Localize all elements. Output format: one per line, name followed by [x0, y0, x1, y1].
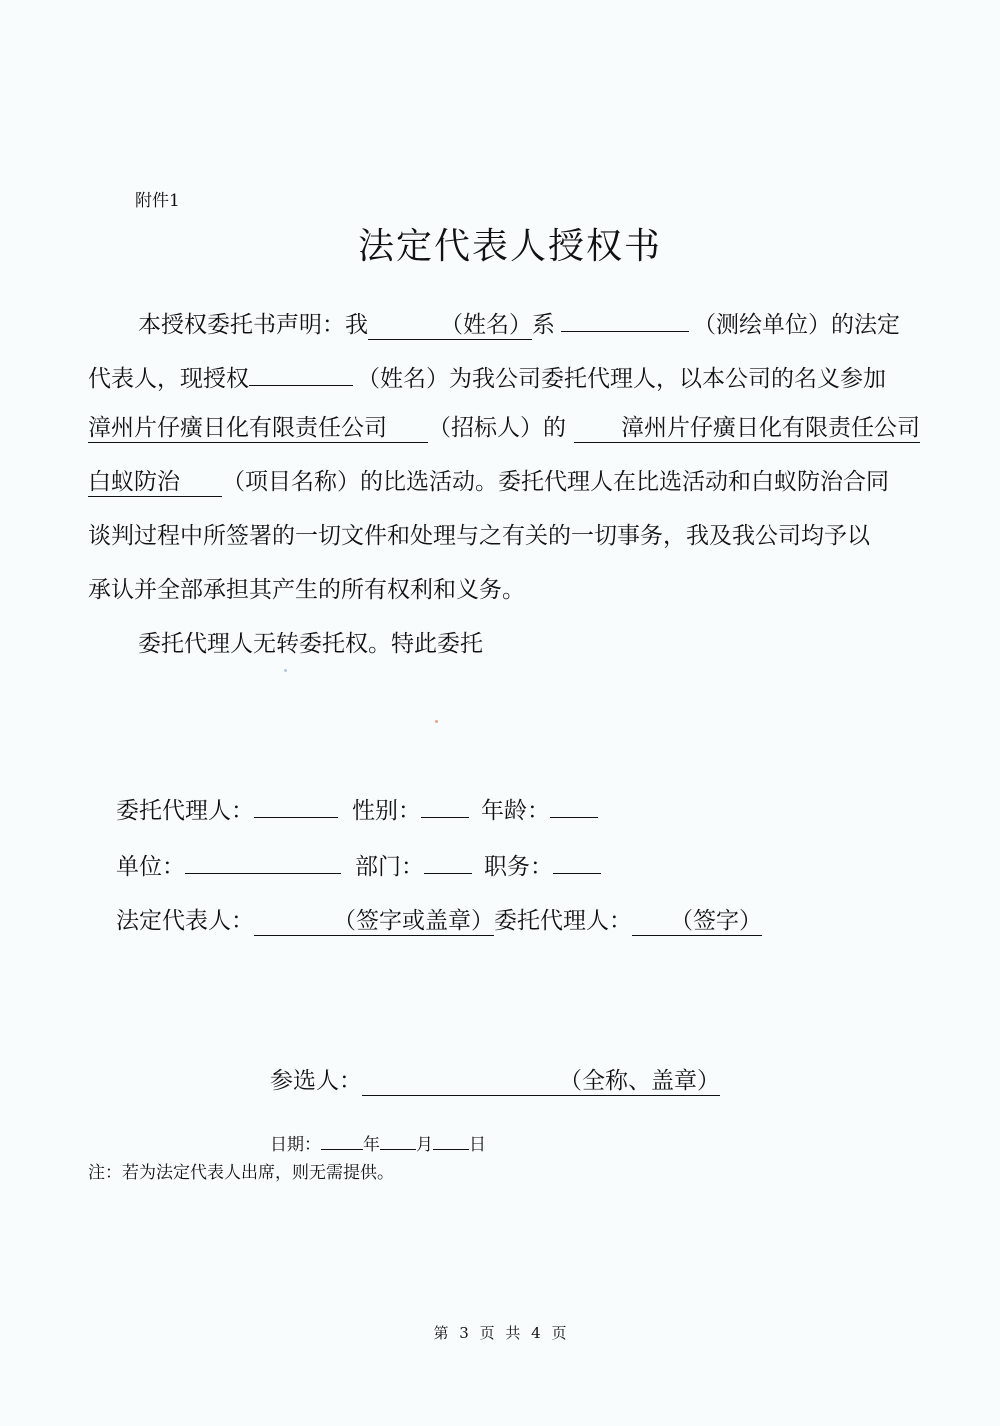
form-row-agent: [116, 792, 598, 825]
attachment-label: 附件1: [135, 191, 180, 211]
agent-name-blank: [249, 363, 353, 386]
body-line-4: [88, 471, 889, 497]
unit-blank: [185, 851, 341, 874]
unit-hint: （测绘单位）: [693, 312, 831, 338]
page-footer: 第 3 页 共 4 页: [433, 1324, 567, 1342]
agent-signature-field: [632, 910, 762, 936]
survey-unit-blank: [561, 309, 689, 332]
project-field-part2: [88, 471, 222, 497]
scan-speck: [284, 669, 287, 672]
agent-label: 委托代理人：: [116, 798, 254, 824]
date-label: 日期：: [270, 1135, 321, 1155]
legal-rep-label: 法定代表人：: [116, 908, 254, 934]
agent-sign-label: 委托代理人：: [494, 908, 632, 934]
document-title: 法定代表人授权书: [357, 226, 662, 267]
department-label: 部门：: [355, 854, 424, 880]
year-blank: [321, 1133, 363, 1150]
department-blank: [424, 851, 472, 874]
form-row-signatures: [116, 902, 762, 936]
unit-label: 单位：: [116, 854, 185, 880]
bidder-label: 参选人：: [270, 1068, 362, 1094]
tenderer-value: 漳州片仔癀日化有限责任公司: [88, 415, 387, 441]
date-row: [270, 1130, 486, 1155]
body-text: 代表人，现授权: [88, 366, 249, 392]
legal-rep-hint: （签字或盖章）: [333, 908, 494, 934]
gender-blank: [421, 795, 469, 818]
body-line-7: 委托代理人无转委托权。特此委托: [138, 631, 483, 657]
name-hint: （姓名）: [357, 366, 449, 392]
age-label: 年龄：: [481, 798, 550, 824]
position-blank: [553, 851, 601, 874]
project-field-part1: [574, 417, 920, 443]
scan-speck: [435, 720, 438, 723]
body-text: 系: [532, 312, 555, 338]
name-hint: （姓名）: [440, 312, 532, 338]
month-blank: [380, 1133, 416, 1150]
legal-rep-signature-field: [254, 910, 494, 936]
age-blank: [550, 795, 598, 818]
body-line-3: [88, 417, 920, 443]
body-line-6: 承认并全部承担其产生的所有权利和义务。: [88, 577, 525, 603]
body-line-5: 谈判过程中所签署的一切文件和处理与之有关的一切事务，我及我公司均予以: [88, 523, 870, 549]
agent-sign-hint: （签字）: [670, 908, 762, 934]
body-line-1: [138, 309, 900, 340]
body-text: （项目名称）的比选活动。委托代理人在比选活动和白蚁防治合同: [222, 469, 889, 495]
body-text: 的法定: [831, 312, 900, 338]
gender-label: 性别：: [352, 798, 421, 824]
day-label: 日: [469, 1135, 486, 1155]
principal-name-field: [368, 314, 532, 340]
tenderer-field: [88, 417, 428, 443]
note: 注：若为法定代表人出席，则无需提供。: [88, 1163, 394, 1183]
bidder-field: [362, 1070, 720, 1096]
project-value: 漳州片仔癀日化有限责任公司: [621, 415, 920, 441]
bidder-row: [270, 1062, 720, 1096]
bidder-hint: （全称、盖章）: [559, 1068, 720, 1094]
agent-blank: [254, 795, 338, 818]
body-text: 本授权委托书声明：我: [138, 312, 368, 338]
form-row-unit: [116, 848, 601, 881]
month-label: 月: [416, 1135, 433, 1155]
tenderer-hint: （招标人）的: [428, 415, 566, 441]
body-text: 为我公司委托代理人，以本公司的名义参加: [449, 366, 886, 392]
year-label: 年: [363, 1135, 380, 1155]
position-label: 职务：: [484, 854, 553, 880]
project-value: 白蚁防治: [88, 469, 180, 495]
day-blank: [433, 1133, 469, 1150]
body-line-2: [88, 363, 886, 391]
